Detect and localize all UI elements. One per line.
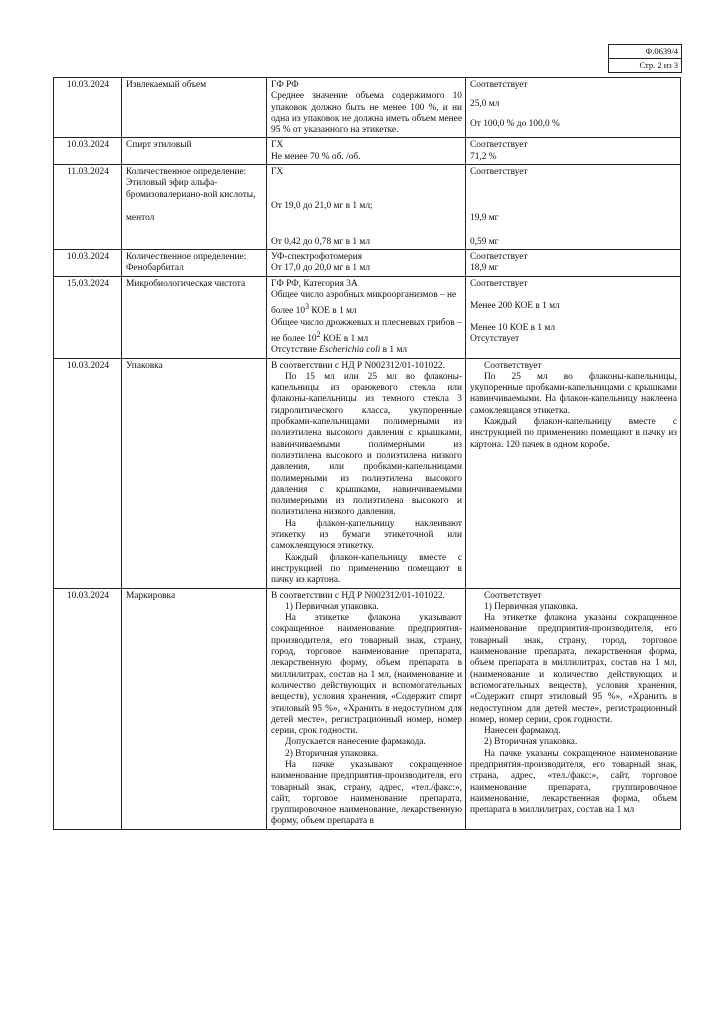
result-value: 25,0 мл <box>470 99 500 110</box>
test-requirement <box>267 165 466 250</box>
result-value: Менее 200 КОЕ в 1 мл <box>470 300 560 311</box>
result-value: 0,59 мг <box>470 236 499 247</box>
table-row <box>54 78 681 138</box>
test-name: Упаковка <box>122 358 267 588</box>
result-value: Менее 10 КОЕ в 1 мл <box>470 323 556 334</box>
test-date: 10.03.2024 <box>54 249 122 276</box>
test-requirement: В соответствии с НД Р N002312/01-101022. По 15 мл или 25 мл во флаконы-капельницы из оранжевого стекла или флаконы-капельницы из темного стекла 3 гидролитического класса, укупоренные пробками-капельницами полимерными из полиэтилена высокого давления с крышками, навинчиваемыми полимерными из полиэтилена высокого и полиэтилена низкого давления, или пробками-капельницами полимерными из полиэтилена высокого давления с крышками, навинчиваемыми полимерными из полиэтилена высокого и полиэтилена низкого давления. На флакон-капельницу наклеивают этикетку из бумаги этикеточной или самоклеящуюся этикетку. Каждый флакон-капельницу вместе с инструкцией по применению помещают в пачку из картона. <box>267 358 466 588</box>
test-date: 10.03.2024 <box>54 78 122 138</box>
form-code: Ф.0639/4 <box>645 46 678 56</box>
test-name: Спирт этиловый <box>122 138 267 165</box>
result-status: Соответствует <box>470 278 528 289</box>
test-result <box>466 276 681 358</box>
test-result: Соответствует 1) Первичная упаковка. На этикетке флакона указаны сокращенное наименование предприятия-производителя, его товарный знак, страну, город, торговое наименование препарата, лекарственная форма, объем препарата в миллилитрах, состав на 1 мл, (наименование и количество действующих и вспомогательных веществ), условия хранения, «Содержит спирт этиловый 95 %», «Хранить в недоступном для детей месте», регистрационный номер, номер серии, срок годности. Нанесен фармакод. 2) Вторичная упаковка. На пачке указаны сокращенное наименование предприятия-производителя, его товарный знак, страна, адрес, «тел./факс:», сайт, торговое наименование препарата, группировочное наименование, лекарственная форма, объем препарата в миллилитрах, состав на 1 мл <box>466 588 681 829</box>
test-result <box>466 138 681 165</box>
method-text: УФ-спектрофотомерия <box>271 251 363 262</box>
requirement-text: Отсутствие Escherichia coli в 1 мл <box>271 345 408 356</box>
requirement-text: Не менее 70 % об. /об. <box>271 151 361 162</box>
table-row <box>54 165 681 250</box>
result-status: Соответствует <box>484 590 542 601</box>
result-value: 19,9 мг <box>470 213 499 224</box>
requirement-text: От 17,0 до 20,0 мг в 1 мл <box>271 263 371 274</box>
result-value: От 100,0 % до 100,0 % <box>470 118 560 129</box>
test-requirement <box>267 78 466 138</box>
requirement-text: Среднее значение объема содержимого 10 упаковок должно быть не менее 100 %, и ни одна из упаковок не должна иметь объем менее 95 % от указанного на этикетке. <box>271 91 462 136</box>
table-row <box>54 588 681 829</box>
method-text: ГФ РФ, Категория 3А <box>271 278 358 289</box>
result-status: Соответствует <box>484 360 542 371</box>
result-status: Соответствует <box>470 140 528 151</box>
test-name: Маркировка <box>122 588 267 829</box>
result-value: 18,9 мг <box>470 263 499 274</box>
result-status: Соответствует <box>470 80 528 90</box>
requirement-text: Общее число аэробных микроорганизмов – не более $10^3$ КОЕ в 1 мл <box>271 289 457 317</box>
test-result: Соответствует По 25 мл во флаконы-капельницы, укупоренные пробками-капельницами с крышками навинчиваемыми. На флакон-капельницу наклеена самоклеящаяся этикетка. Каждый флакон-капельницу вместе с инструкцией по применению помещают в пачку из картона. 120 пачек в одном коробе. <box>466 358 681 588</box>
test-results-table <box>53 77 681 830</box>
requirement-text: От 19,0 до 21,0 мг в 1 мл; <box>271 201 373 212</box>
result-status: Соответствует <box>470 167 528 178</box>
test-result <box>466 165 681 250</box>
test-name: Микробиологическая чистота <box>122 276 267 358</box>
test-name: Количественное определение: Этиловый эфир альфа-бромизовалериано-вой кислоты, ментол <box>122 165 267 250</box>
test-requirement <box>267 276 466 358</box>
test-date: 11.03.2024 <box>54 165 122 250</box>
form-header-box <box>608 44 682 73</box>
table-row <box>54 358 681 588</box>
table-row <box>54 249 681 276</box>
test-date: 15.03.2024 <box>54 276 122 358</box>
test-date: 10.03.2024 <box>54 138 122 165</box>
result-value: 71,2 % <box>470 151 497 162</box>
table-row <box>54 138 681 165</box>
table-row <box>54 276 681 358</box>
test-requirement: В соответствии с НД Р N002312/01-101022. 1) Первичная упаковка. На этикетке флакона указывают сокращенное наименование предприятия-производителя, его товарный знак, страну, город, торговое наименование препарата, лекарственную форму, объем препарата в миллилитрах, состав на 1 мл, (наименование и количество действующих и вспомогательных веществ), условия хранения, «Содержит спирт этиловый 95 %», «Хранить в недоступном для детей месте», регистрационный номер, номер серии, срок годности. Допускается нанесение фармакода. 2) Вторичная упаковка. На пачке указывают сокращенное наименование предприятия-производителя, его товарный знак, страну, адрес, «тел./факс:», сайт, торговое наименование препарата, группировочное наименование, лекарственную форму, объем препарата в <box>267 588 466 829</box>
method-text: ГФ РФ <box>271 80 299 90</box>
test-date: 10.03.2024 <box>54 588 122 829</box>
result-value: Отсутствует <box>470 334 520 345</box>
test-name: Извлекаемый объем <box>122 78 267 138</box>
method-text: ГХ <box>271 167 284 178</box>
test-date: 10.03.2024 <box>54 358 122 588</box>
method-text: ГХ <box>271 140 284 151</box>
requirement-text: Общее число дрожжевых и плесневых грибов – не более $10^2$ КОЕ в 1 мл <box>271 317 462 344</box>
test-name: Количественное определение: Фенобарбитал <box>122 249 267 276</box>
test-requirement <box>267 249 466 276</box>
test-requirement <box>267 138 466 165</box>
page-number: Стр. 2 из 3 <box>609 58 681 72</box>
test-result <box>466 249 681 276</box>
result-status: Соответствует <box>470 251 528 262</box>
test-result <box>466 78 681 138</box>
requirement-text: От 0,42 до 0,78 мг в 1 мл <box>271 236 371 247</box>
